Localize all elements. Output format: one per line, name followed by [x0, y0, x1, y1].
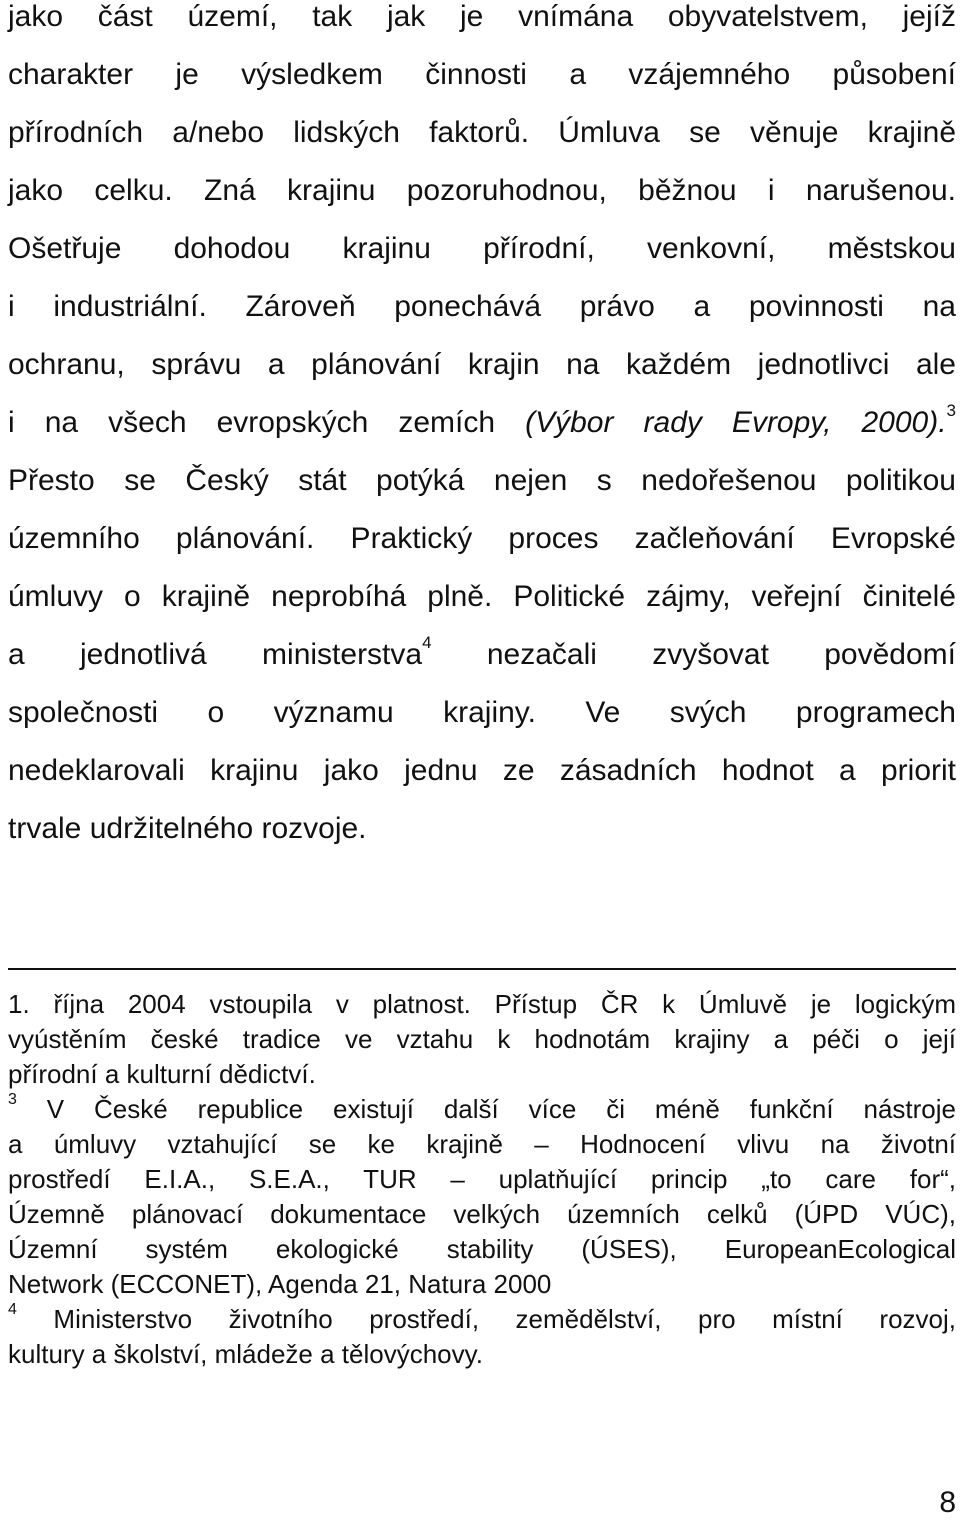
body-line: trvale udržitelného rozvoje. — [8, 812, 367, 845]
body-line: úmluvy o krajině neprobíhá plně. Politické zájmy, veřejní činitelé — [8, 580, 956, 613]
body-line-text: nezačali zvyšovat povědomí — [431, 638, 956, 671]
footnote-4-text: Ministerstvo životního prostředí, zemědělství, pro místní rozvoj, — [16, 1304, 956, 1334]
footnote-2-line: vyústěním české tradice ve vztahu k hodnotám krajiny a péči o její — [8, 1024, 956, 1054]
footnote-3-line: Územní systém ekologické stability (ÚSES), EuropeanEcological — [8, 1234, 956, 1264]
footnote-ref-4: 4 — [422, 633, 432, 652]
footnote-2-line: přírodní a kulturní dědictví. — [8, 1059, 316, 1089]
body-line: společnosti o významu krajiny. Ve svých programech — [8, 696, 956, 729]
body-line: i industriální. Zároveň ponechává právo a povinnosti na — [8, 290, 956, 323]
footnote-2-line: 1. října 2004 vstoupila v platnost. Přístup ČR k Úmluvě je logickým — [8, 989, 956, 1019]
citation: (Výbor rady Evropy, 2000). — [525, 406, 947, 439]
footnote-3-line: prostředí E.I.A., S.E.A., TUR – uplatňující princip „to care for“, — [8, 1164, 956, 1194]
footnotes — [8, 988, 956, 1373]
body-line: ochranu, správu a plánování krajin na každém jednotlivci ale — [8, 348, 956, 381]
footnote-3-text: V České republice existují další více či méně funkční nástroje — [16, 1094, 956, 1124]
footnote-separator — [8, 968, 956, 970]
body-line: nedeklarovali krajinu jako jednu ze zásadních hodnot a priorit — [8, 754, 956, 787]
body-line: územního plánování. Praktický proces začleňování Evropské — [8, 522, 956, 555]
body-line: Ošetřuje dohodou krajinu přírodní, venkovní, městskou — [8, 232, 956, 265]
body-line: jako celku. Zná krajinu pozoruhodnou, běžnou i narušenou. — [8, 174, 956, 207]
body-text — [8, 0, 956, 870]
footnote-3-line: Network (ECCONET), Agenda 21, Natura 2000 — [8, 1269, 552, 1299]
footnote-4-line: kultury a školství, mládeže a tělovýchovy. — [8, 1339, 483, 1369]
body-line: charakter je výsledkem činnosti a vzájemného působení — [8, 58, 956, 91]
document-page — [8, 0, 956, 1369]
footnote-3-mark: 3 — [8, 1091, 17, 1108]
body-line-text: a jednotlivá ministerstva — [8, 638, 423, 671]
body-line-text: i na všech evropských zemích — [8, 406, 526, 439]
body-line-citation — [8, 401, 956, 464]
body-line: Přesto se Český stát potýká nejen s nedořešenou politikou — [8, 464, 956, 497]
body-line-footnote-ref — [8, 633, 956, 696]
page-number: 8 — [939, 1486, 956, 1519]
body-line: přírodních a/nebo lidských faktorů. Úmluva se věnuje krajině — [8, 116, 956, 149]
body-line: jako část území, tak jak je vnímána obyvatelstvem, jejíž — [8, 0, 956, 33]
footnote-3-line — [8, 1093, 956, 1128]
footnote-ref-3: 3 — [946, 401, 956, 420]
footnote-3-line: Územně plánovací dokumentace velkých územních celků (ÚPD VÚC), — [8, 1199, 956, 1229]
footnote-3-line: a úmluvy vztahující se ke krajině – Hodnocení vlivu na životní — [8, 1129, 956, 1159]
footnote-4-mark: 4 — [8, 1301, 17, 1318]
footnote-4-line — [8, 1303, 956, 1338]
